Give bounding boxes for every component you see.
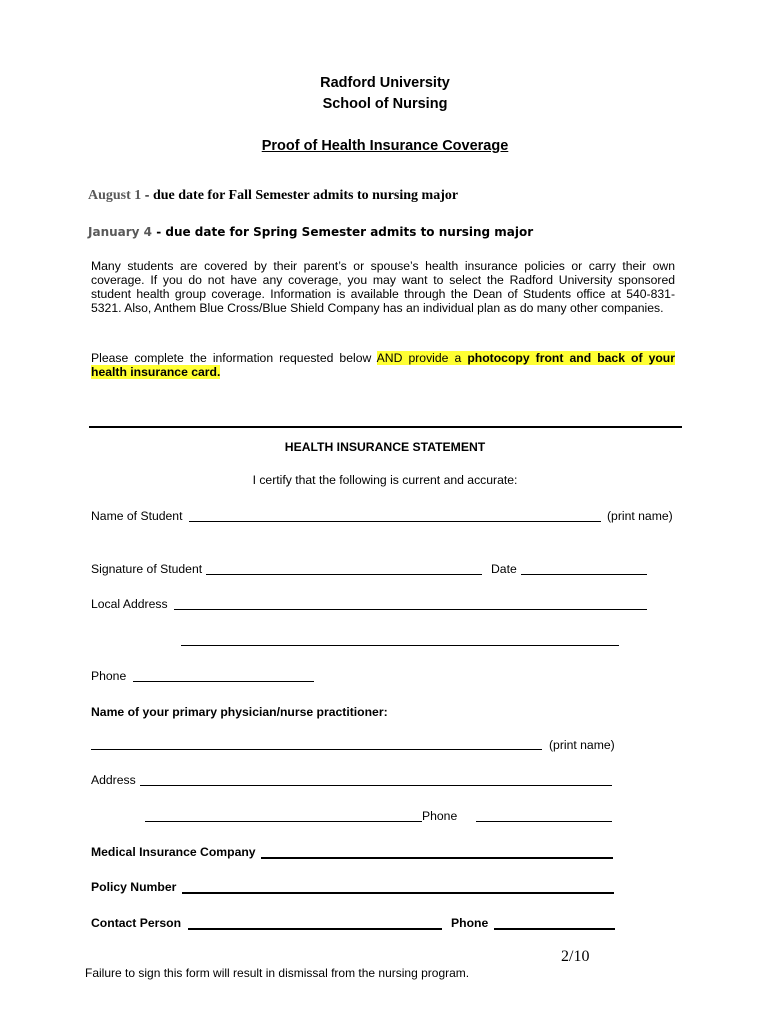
spring-date: January 4 bbox=[88, 225, 153, 239]
spring-due-text: - due date for Spring Semester admits to nursing major bbox=[152, 225, 534, 239]
physician-phone-label: Phone bbox=[422, 809, 458, 823]
local-address-field[interactable] bbox=[174, 609, 647, 610]
student-name-label: Name of Student bbox=[91, 509, 183, 523]
student-name-field[interactable] bbox=[189, 521, 601, 522]
signature-field[interactable] bbox=[206, 574, 482, 575]
university-name: Radford University bbox=[320, 75, 450, 91]
date-field[interactable] bbox=[521, 574, 647, 575]
student-print-name-label: (print name) bbox=[607, 509, 673, 523]
contact-phone-field[interactable] bbox=[494, 928, 615, 930]
school-name: School of Nursing bbox=[322, 96, 448, 112]
physician-name-field[interactable] bbox=[91, 749, 542, 750]
section-divider bbox=[89, 426, 682, 428]
contact-phone-label: Phone bbox=[451, 916, 489, 930]
physician-print-name-label: (print name) bbox=[549, 738, 615, 752]
spring-due-date-line bbox=[88, 225, 533, 239]
fall-date: August 1 bbox=[88, 188, 142, 203]
physician-address-label: Address bbox=[91, 773, 136, 787]
local-address-field-line2[interactable] bbox=[181, 645, 619, 646]
contact-person-label: Contact Person bbox=[91, 916, 182, 930]
fall-due-text: - due date for Fall Semester admits to nursing major bbox=[141, 188, 459, 203]
physician-address-field[interactable] bbox=[140, 785, 612, 786]
insurance-company-label: Medical Insurance Company bbox=[91, 845, 256, 859]
form-title: Proof of Health Insurance Coverage bbox=[261, 138, 509, 154]
physician-phone-field[interactable] bbox=[476, 821, 612, 822]
physician-address-field-line2[interactable] bbox=[145, 821, 422, 822]
insurance-company-field[interactable] bbox=[261, 857, 613, 859]
page-number: 2/10 bbox=[561, 948, 590, 965]
signature-label: Signature of Student bbox=[91, 562, 203, 576]
footer-warning: Failure to sign this form will result in dismissal from the nursing program. bbox=[85, 966, 470, 980]
policy-number-label: Policy Number bbox=[91, 880, 177, 894]
certify-text: I certify that the following is current and accurate: bbox=[252, 473, 518, 487]
phone-label: Phone bbox=[91, 669, 127, 683]
intro-paragraph: Many students are covered by their parent’s or spouse’s health insurance policies or carry their own coverage. If you do not have any coverage, you may want to select the Radford University sponsored student health group coverage. Information is available through the Dean of Students office at 540-831-5321. Also, Anthem Blue Cross/Blue Shield Company has an individual plan as do many other companies. bbox=[91, 259, 675, 315]
fall-due-date-line bbox=[88, 188, 458, 204]
instruction-plain: Please complete the information requested below bbox=[91, 351, 377, 365]
local-address-label: Local Address bbox=[91, 597, 168, 611]
phone-field[interactable] bbox=[133, 681, 314, 682]
date-label: Date bbox=[491, 562, 517, 576]
instruction-highlight: AND provide a bbox=[376, 351, 468, 365]
contact-person-field[interactable] bbox=[188, 928, 442, 930]
instruction-paragraph bbox=[91, 351, 675, 379]
policy-number-field[interactable] bbox=[182, 892, 614, 894]
statement-heading: HEALTH INSURANCE STATEMENT bbox=[284, 440, 486, 454]
instruction-bold-highlight: photocopy front and back of your health insurance card. bbox=[91, 351, 675, 379]
physician-heading: Name of your primary physician/nurse practitioner: bbox=[91, 705, 388, 719]
